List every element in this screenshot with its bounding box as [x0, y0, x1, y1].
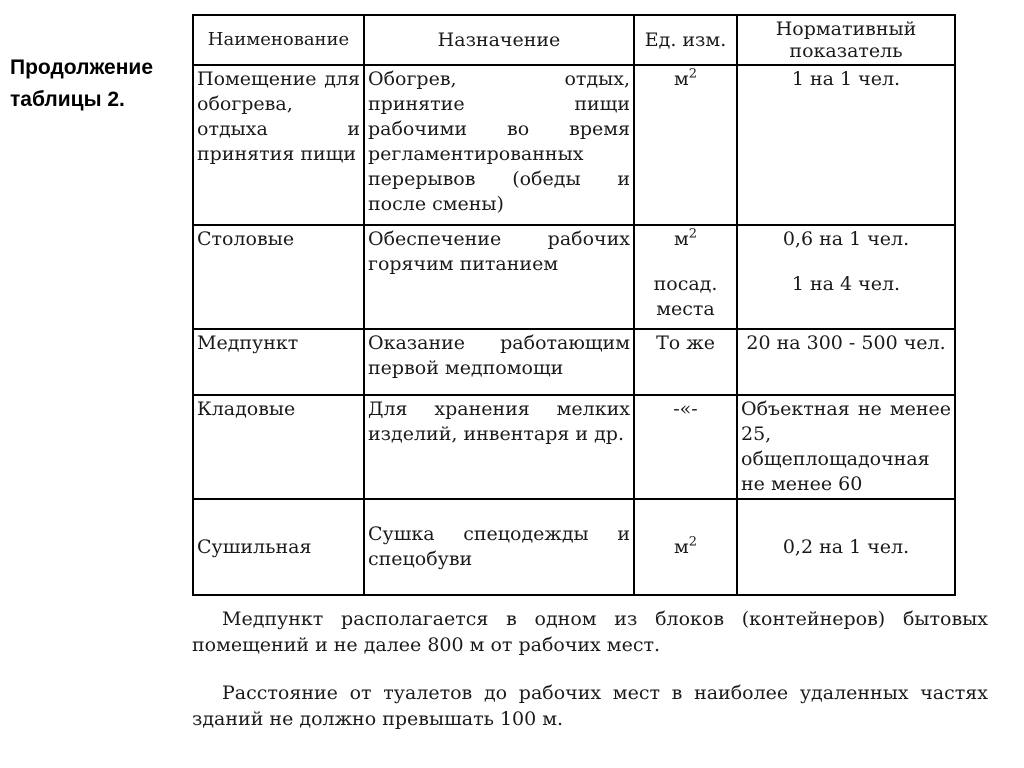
norm-value: 0,6 на 1 чел. — [782, 228, 910, 250]
cell-unit — [634, 499, 737, 595]
cell-norm — [737, 225, 955, 329]
cell-purpose: Обогрев, отдых, принятие пищи рабочими во время регламентированных перерывов (обеды и после смены) — [364, 65, 634, 225]
cell-name: Медпункт — [193, 329, 364, 395]
cell-purpose: Сушка спецодежды и спецобуви — [364, 499, 634, 595]
unit-text: м — [673, 68, 689, 90]
cell-name: Кладовые — [193, 395, 364, 499]
cell-unit: -«- — [634, 395, 737, 499]
unit-exponent: 2 — [688, 66, 698, 82]
cell-purpose: Для хранения мелких изделий, инвентаря и др. — [364, 395, 634, 499]
table-row — [193, 65, 955, 225]
cell-norm: 1 на 1 чел. — [737, 65, 955, 225]
cell-norm: 0,2 на 1 чел. — [737, 499, 955, 595]
header-unit: Ед. изм. — [634, 15, 737, 65]
cell-purpose: Оказание работающим первой медпомощи — [364, 329, 634, 395]
cell-unit: То же — [634, 329, 737, 395]
cell-norm: Объектная не менее 25, общеплощадочная не менее 60 — [737, 395, 955, 499]
cell-name: Столовые — [193, 225, 364, 329]
table-caption: Продолжение таблицы 2. — [10, 56, 154, 111]
table-row — [193, 395, 955, 499]
cell-name: Помещение для обогрева, отдыха и принятия пищи — [193, 65, 364, 225]
unit-exponent: 2 — [688, 226, 698, 242]
cell-unit — [634, 65, 737, 225]
unit-text: м — [673, 228, 689, 250]
table-row — [193, 329, 955, 395]
norms-table — [192, 14, 956, 596]
header-norm: Нормативный показатель — [737, 15, 955, 65]
unit-exponent: 2 — [688, 534, 698, 550]
cell-name: Сушильная — [193, 499, 364, 595]
header-purpose: Назначение — [364, 15, 634, 65]
header-name: Наименование — [193, 15, 364, 65]
table-row — [193, 225, 955, 329]
cell-norm: 20 на 300 - 500 чел. — [737, 329, 955, 395]
norm-value-secondary: 1 на 4 чел. — [791, 273, 901, 295]
cell-purpose: Обеспечение рабочих горячим питанием — [364, 225, 634, 329]
cell-unit — [634, 225, 737, 329]
unit-text: м — [673, 535, 689, 558]
note-paragraph: Медпункт располагается в одном из блоков (контейнеров) бытовых помещений и не далее 800 м от рабочих мест. — [192, 608, 988, 656]
unit-text-secondary: посад. места — [653, 273, 718, 320]
note-paragraph: Расстояние от туалетов до рабочих мест в наиболее удаленных частях зданий не должно превышать 100 м. — [192, 682, 988, 730]
table-row — [193, 499, 955, 595]
header-row — [193, 15, 955, 65]
